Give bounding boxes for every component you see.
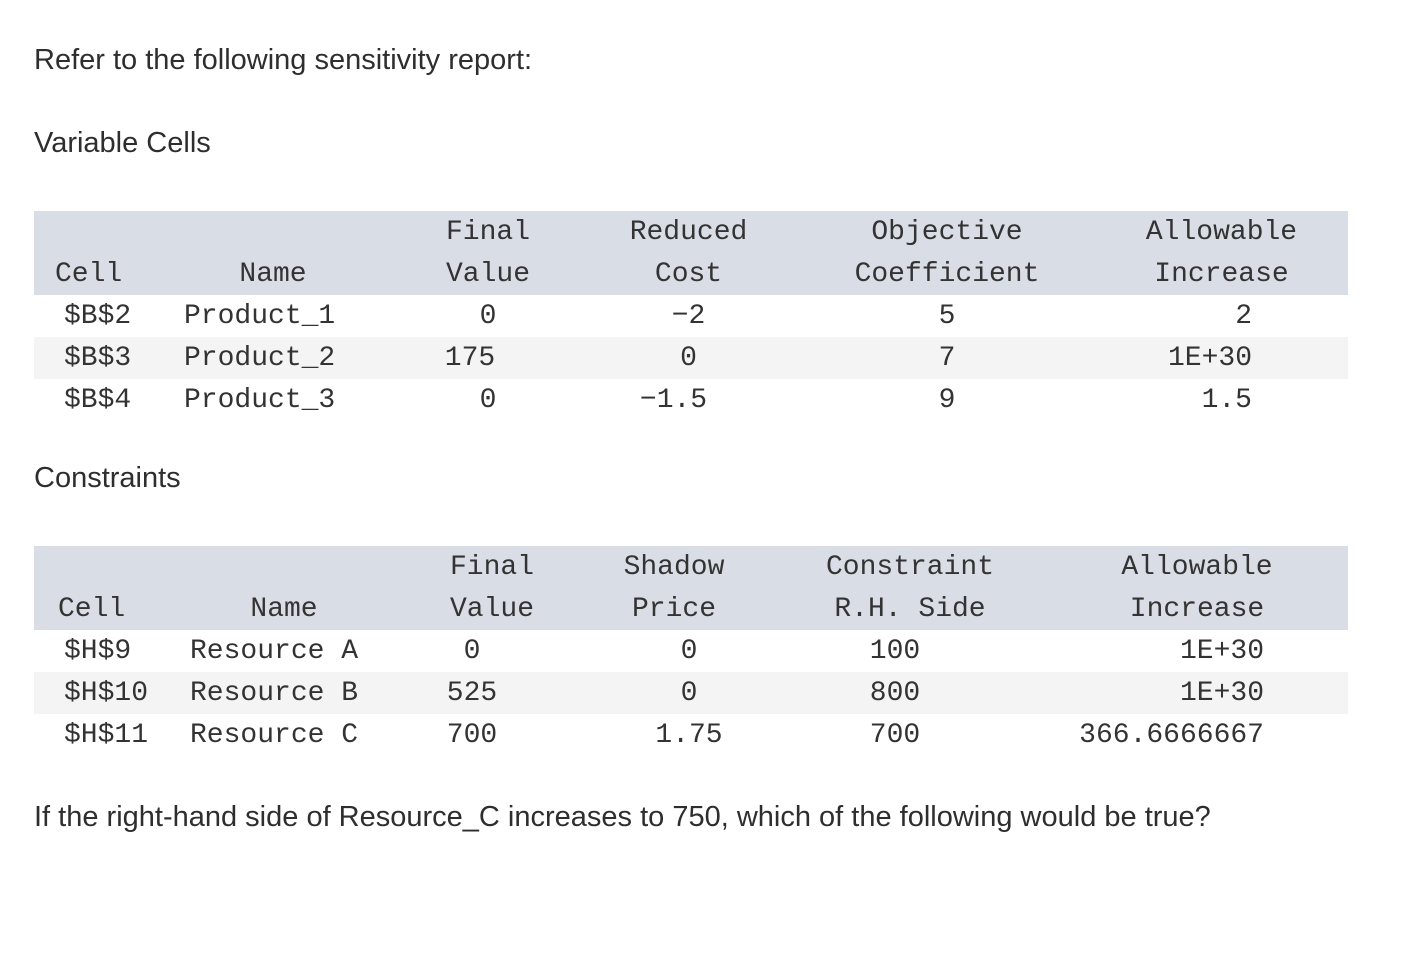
header-final-value: Final: [445, 216, 530, 248]
header-constraint-rhs: R.H. Side: [834, 593, 986, 625]
shadow-price: 0: [680, 635, 698, 667]
cell-reference: $H$10: [64, 677, 149, 709]
final-value: 0: [479, 300, 497, 332]
constraint-rhs: 100: [869, 635, 921, 667]
header-name: Name: [250, 593, 318, 625]
allowable-increase: 1.5: [1201, 384, 1252, 416]
shadow-price: 1.75: [655, 719, 723, 751]
variable-cells-table: [34, 211, 1348, 421]
header-cell: [34, 546, 158, 588]
table-row: [34, 295, 1348, 337]
header-final-value: Final: [449, 551, 534, 583]
cell-reference: $H$9: [64, 635, 132, 667]
objective-coefficient: 7: [938, 342, 956, 374]
table-row: [34, 379, 1348, 421]
constraint-rhs: 700: [869, 719, 921, 751]
reduced-cost: −2: [671, 300, 706, 332]
intro-text: Refer to the following sensitivity report:: [34, 44, 533, 76]
variable-name: Product_1: [184, 300, 336, 332]
header-cell: Cell: [55, 258, 123, 290]
table-row: [34, 672, 1348, 714]
cell-reference: $B$3: [64, 342, 132, 374]
question-text: If the right-hand side of Resource_C increases to 750, which of the following would be true?: [34, 801, 1211, 833]
table-header-row: [34, 211, 1348, 253]
table-header-row: [34, 253, 1348, 295]
constraints-table: [34, 546, 1348, 756]
header-objective-coefficient: Objective: [871, 216, 1023, 248]
constraints-heading: Constraints: [34, 462, 181, 494]
cell-reference: $H$11: [64, 719, 149, 751]
header-shadow-price: Price: [631, 593, 716, 625]
header-allowable-increase: Increase: [1154, 258, 1289, 290]
header-reduced-cost: Cost: [654, 258, 723, 290]
header-shadow-price: Shadow: [623, 551, 725, 583]
header-objective-coefficient: Coefficient: [854, 258, 1040, 290]
table-header-row: [34, 588, 1348, 630]
objective-coefficient: 9: [938, 384, 956, 416]
allowable-increase: 2: [1235, 300, 1252, 332]
final-value: 175: [444, 342, 496, 374]
header-reduced-cost: Reduced: [629, 216, 748, 248]
variable-name: Product_2: [184, 342, 336, 374]
header-allowable-increase: Allowable: [1145, 216, 1298, 248]
header-final-value: Value: [445, 258, 530, 290]
constraint-name: Resource A: [190, 635, 359, 667]
header-cell: Cell: [58, 593, 126, 625]
header-constraint-rhs: Constraint: [825, 551, 995, 583]
final-value: 0: [479, 384, 497, 416]
header-name: Name: [239, 258, 307, 290]
constraint-name: Resource C: [190, 719, 359, 751]
final-value: 0: [463, 635, 481, 667]
variable-cells-heading: Variable Cells: [34, 127, 211, 159]
table-header-row: [34, 546, 1348, 588]
header-name: [158, 546, 410, 588]
header-allowable-increase: Increase: [1129, 593, 1265, 625]
cell-reference: $B$2: [64, 300, 132, 332]
allowable-increase: 1E+30: [1167, 342, 1252, 374]
objective-coefficient: 5: [938, 300, 956, 332]
header-cell: [34, 211, 148, 253]
cell-reference: $B$4: [64, 384, 132, 416]
table-row: [34, 630, 1348, 672]
header-name: [148, 211, 398, 253]
reduced-cost: −1.5: [639, 384, 708, 416]
final-value: 525: [446, 677, 498, 709]
constraint-rhs: 800: [869, 677, 921, 709]
header-final-value: Value: [449, 593, 534, 625]
final-value: 700: [446, 719, 498, 751]
reduced-cost: 0: [680, 342, 697, 374]
table-row: [34, 714, 1348, 756]
allowable-increase: 1E+30: [1179, 677, 1264, 709]
variable-name: Product_3: [184, 384, 336, 416]
allowable-increase: 366.6666667: [1079, 719, 1264, 751]
shadow-price: 0: [680, 677, 698, 709]
allowable-increase: 1E+30: [1179, 635, 1264, 667]
table-row: [34, 337, 1348, 379]
constraint-name: Resource B: [190, 677, 359, 709]
header-allowable-increase: Allowable: [1121, 551, 1273, 583]
